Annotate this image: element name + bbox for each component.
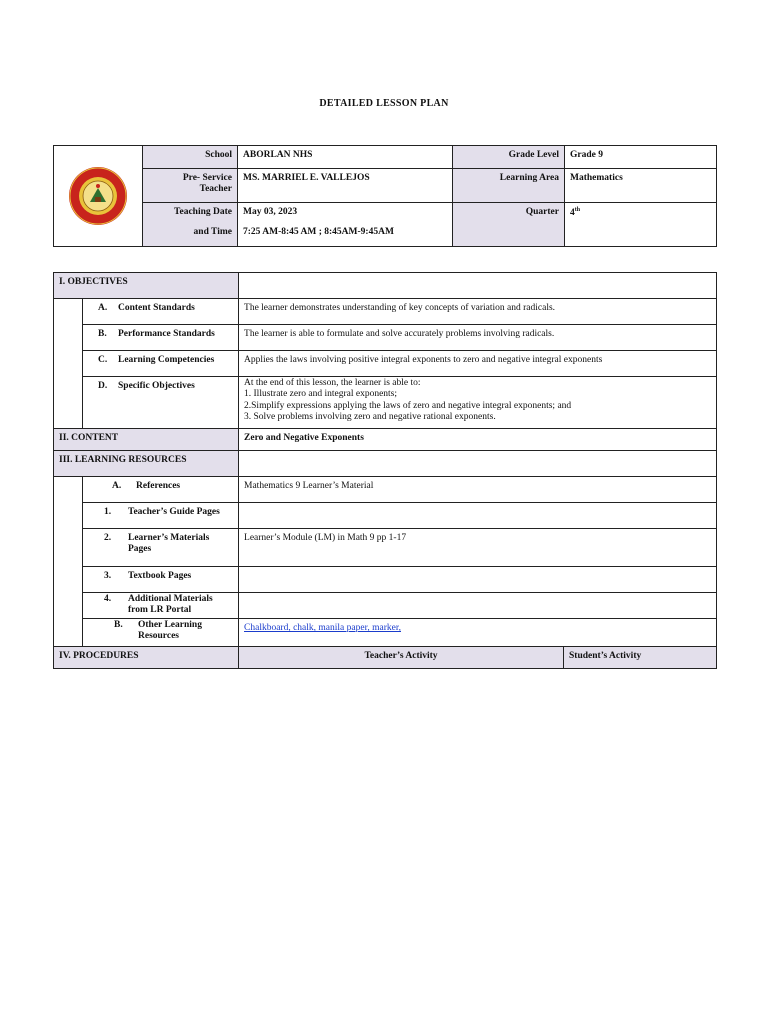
content-standards-text: Content Standards	[118, 303, 195, 313]
teacher-label-line-1: Pre- Service	[182, 173, 232, 183]
lesson-plan-table	[53, 272, 717, 669]
school-seal-logo	[68, 166, 128, 226]
performance-standards-label	[83, 325, 239, 351]
references-text: References	[136, 481, 181, 491]
specific-objectives-label	[83, 377, 239, 429]
other-resources-label	[83, 619, 239, 647]
indent-cell	[54, 377, 83, 429]
learners-materials-label	[83, 529, 239, 567]
additional-materials-text: Additional Materials	[128, 594, 213, 604]
grade-level-value: Grade 9	[565, 146, 717, 169]
indent-cell	[54, 351, 83, 377]
teaching-date-label-line-1: Teaching Date	[174, 207, 232, 217]
quarter-label: Quarter	[453, 203, 565, 247]
learners-materials-value: Learner’s Module (LM) in Math 9 pp 1-17	[239, 529, 717, 567]
additional-materials-value	[239, 593, 717, 619]
learning-competencies-text: Learning Competencies	[118, 355, 215, 365]
marker-2: 2.	[104, 533, 112, 543]
specific-objectives-value	[239, 377, 717, 429]
textbook-pages-text: Textbook Pages	[128, 571, 192, 581]
teaching-date-label-line-2: and Time	[193, 227, 232, 238]
marker-a: A.	[98, 303, 108, 313]
references-value: Mathematics 9 Learner’s Material	[239, 477, 717, 503]
objective-intro: At the end of this lesson, the learner is able to:	[244, 378, 421, 388]
marker-1: 1.	[104, 507, 112, 517]
learning-competencies-label	[83, 351, 239, 377]
learning-resources-blank	[239, 451, 717, 477]
other-resources-value	[239, 619, 717, 647]
teaching-date-value	[238, 203, 453, 247]
marker-c: C.	[98, 355, 108, 365]
other-resources-text: Other Learning	[138, 620, 202, 630]
quarter-number: 4	[570, 208, 575, 219]
textbook-pages-value	[239, 567, 717, 593]
objectives-heading: I. OBJECTIVES	[54, 273, 239, 299]
teaching-time: 7:25 AM-8:45 AM ; 8:45AM-9:45AM	[243, 227, 394, 238]
teachers-guide-value	[239, 503, 717, 529]
marker-a: A.	[112, 481, 122, 491]
marker-d: D.	[98, 381, 108, 391]
objective-item: 2.Simplify expressions applying the laws of zero and negative integral exponents; and	[244, 400, 572, 411]
indent-cell	[54, 593, 83, 619]
indent-cell	[54, 619, 83, 647]
learning-area-label: Learning Area	[453, 169, 565, 203]
quarter-value	[565, 203, 717, 247]
specific-objectives-text: Specific Objectives	[118, 381, 195, 391]
indent-cell	[54, 529, 83, 567]
learning-resources-heading: III. LEARNING RESOURCES	[54, 451, 239, 477]
learning-area-value: Mathematics	[565, 169, 717, 203]
learning-competencies-value: Applies the laws involving positive integral exponents to zero and negative integral exponents	[239, 351, 717, 377]
teaching-date-label	[143, 203, 238, 247]
objective-item: 1. Illustrate zero and integral exponents;	[244, 389, 398, 400]
marker-b: B.	[98, 329, 107, 339]
objectives-heading-blank	[239, 273, 717, 299]
school-value: ABORLAN NHS	[238, 146, 453, 169]
performance-standards-value: The learner is able to formulate and solve accurately problems involving radicals.	[239, 325, 717, 351]
teacher-value: MS. MARRIEL E. VALLEJOS	[238, 169, 453, 203]
marker-4: 4.	[104, 594, 112, 604]
indent-cell	[54, 477, 83, 503]
document-title: DETAILED LESSON PLAN	[319, 98, 449, 109]
teachers-guide-text: Teacher’s Guide Pages	[128, 507, 220, 517]
quarter-suffix: th	[574, 207, 581, 213]
content-heading: II. CONTENT	[54, 429, 239, 451]
indent-cell	[54, 567, 83, 593]
learners-materials-text-2: Pages	[128, 544, 152, 555]
teacher-activity-header: Teacher’s Activity	[239, 647, 564, 669]
learners-materials-text: Learner’s Materials	[128, 533, 210, 543]
additional-materials-text-2: from LR Portal	[128, 605, 192, 616]
performance-standards-text: Performance Standards	[118, 329, 215, 339]
student-activity-header: Student’s Activity	[564, 647, 717, 669]
indent-cell	[54, 503, 83, 529]
content-standards-label	[83, 299, 239, 325]
references-label	[83, 477, 239, 503]
indent-cell	[54, 299, 83, 325]
other-resources-text-2: Resources	[138, 631, 179, 642]
content-standards-value: The learner demonstrates understanding of key concepts of variation and radicals.	[239, 299, 717, 325]
logo-cell	[54, 146, 143, 247]
materials-link[interactable]: Chalkboard, chalk, manila paper, marker,	[244, 623, 401, 633]
textbook-pages-label	[83, 567, 239, 593]
teaching-date: May 03, 2023	[243, 207, 298, 217]
content-value: Zero and Negative Exponents	[239, 429, 717, 451]
teachers-guide-label	[83, 503, 239, 529]
header-table	[53, 145, 717, 247]
marker-b: B.	[114, 620, 123, 630]
additional-materials-label	[83, 593, 239, 619]
school-label: School	[143, 146, 238, 169]
teacher-label	[143, 169, 238, 203]
indent-cell	[54, 325, 83, 351]
procedures-heading: IV. PROCEDURES	[54, 647, 239, 669]
marker-3: 3.	[104, 571, 112, 581]
teacher-label-line-2: Teacher	[199, 184, 232, 195]
grade-level-label: Grade Level	[453, 146, 565, 169]
objective-item: 3. Solve problems involving zero and negative rational exponents.	[244, 412, 496, 423]
